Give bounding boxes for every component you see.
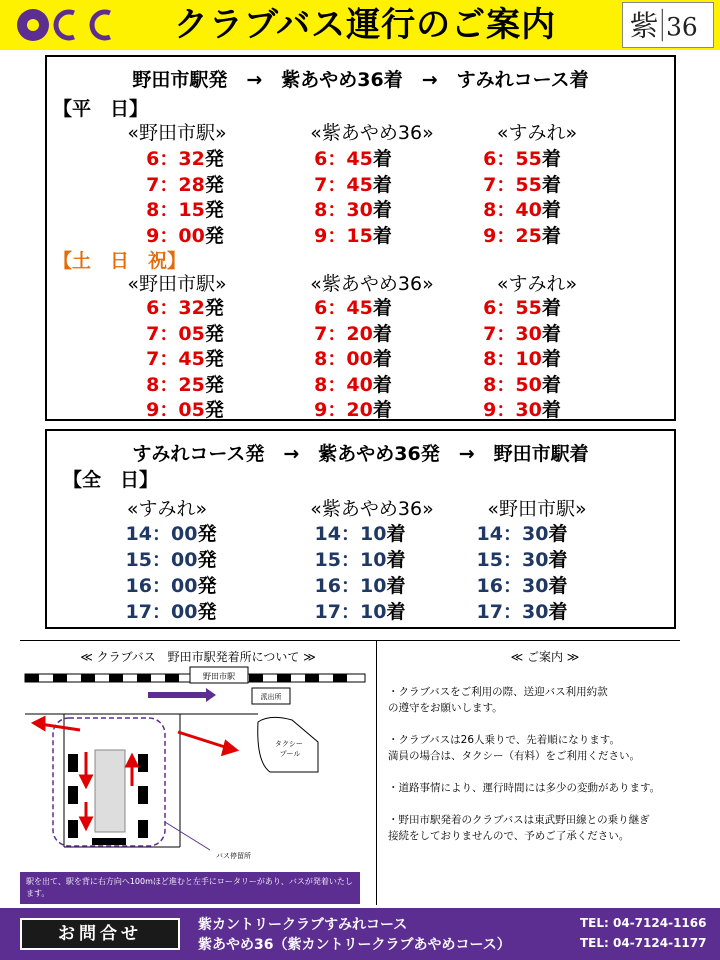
inbound-time-r2-c2: 16：30着	[476, 575, 568, 597]
info-item-capacity: ・クラブバスは26人乗りで、先着順になります。 満員の場合は、タクシー（有料）をご利用ください。	[388, 734, 640, 762]
holiday-time-r4-c1: 9：20着	[314, 399, 392, 421]
weekday-time-r0-c1: 6：45着	[314, 148, 392, 170]
weekday-time-r1-c0: 7：28発	[146, 173, 224, 196]
club-name-sumire: 紫カントリークラブすみれコース	[198, 917, 408, 933]
map-title: ≪ クラブバス 野田市駅発着所について ≫	[80, 650, 316, 664]
svg-text:36: 36	[666, 12, 698, 42]
bus-stop-label: バス停留所	[216, 852, 251, 860]
holiday-label: 【土 日 祝】	[53, 250, 187, 272]
walk-arrow-icon	[148, 688, 216, 702]
holiday-time-r1-c1: 7：20着	[314, 322, 392, 345]
holiday-time-r0-c0: 6：32発	[146, 297, 224, 319]
weekday-time-r3-c2: 9：25着	[483, 224, 561, 247]
allday-label: 【全 日】	[63, 469, 159, 491]
inbound-time-r0-c2: 14：30着	[476, 523, 568, 545]
inbound-time-r2-c1: 16：10着	[314, 575, 406, 597]
taxi-pool-label-line2: プール	[279, 750, 301, 758]
taxi-pool-label-line1: タクシー	[274, 740, 303, 748]
inbound-time-r3-c1: 17：10着	[314, 601, 406, 623]
weekday-time-r2-c0: 8：15発	[146, 199, 224, 221]
inbound-route-title: すみれコース発 → 紫あやめ36発 → 野田市駅着	[132, 443, 589, 465]
inbound-time-r1-c0: 15：00発	[125, 549, 217, 571]
stop-leader-line	[165, 822, 210, 850]
center-island	[95, 750, 125, 832]
map-note: 駅を出て、駅を背に右方向へ100mほど進むと左手にロータリーがあり、バスが発着いたします。	[20, 872, 360, 904]
outbound-timetable	[45, 55, 676, 421]
holiday-col-sumire: «すみれ»	[496, 273, 578, 295]
tel-ayame[interactable]: TEL: 04-7124-1177	[580, 936, 707, 950]
weekday-time-r0-c0: 6：32発	[146, 148, 224, 170]
header-banner	[0, 0, 720, 50]
inbound-time-r3-c0: 17：00発	[125, 601, 217, 623]
holiday-time-r0-c2: 6：55着	[483, 297, 561, 319]
footer-contact	[0, 908, 720, 960]
holiday-time-r2-c2: 8：10着	[483, 348, 561, 370]
inbound-time-r0-c0: 14：00発	[125, 523, 217, 545]
inbound-col-ayame: «紫あやめ36»	[310, 498, 434, 520]
section-divider	[20, 640, 680, 641]
weekday-time-r0-c2: 6：55着	[483, 148, 561, 170]
holiday-col-noda: «野田市駅»	[127, 273, 227, 295]
inbound-col-noda: «野田市駅»	[487, 498, 587, 520]
inbound-time-r1-c2: 15：30着	[476, 549, 568, 571]
holiday-time-r2-c0: 7：45発	[146, 348, 224, 370]
police-label: 派出所	[260, 693, 282, 701]
page-title: クラブバス運行のご案内	[173, 5, 557, 45]
weekday-time-r1-c1: 7：45着	[314, 173, 392, 196]
holiday-time-r0-c1: 6：45着	[314, 297, 392, 319]
weekday-time-r3-c1: 9：15着	[314, 224, 392, 247]
inbound-time-r0-c1: 14：10着	[314, 523, 406, 545]
inbound-time-r2-c0: 16：00発	[125, 575, 217, 597]
club-logo-icon	[14, 6, 134, 44]
outbound-route-title: 野田市駅発 → 紫あやめ36着 → すみれコース着	[132, 69, 589, 91]
weekday-label: 【平 日】	[53, 98, 149, 120]
station-label: 野田市駅	[203, 672, 235, 681]
holiday-time-r1-c2: 7：30着	[483, 322, 561, 345]
inbound-time-r3-c2: 17：30着	[476, 601, 568, 623]
holiday-time-r2-c1: 8：00着	[314, 348, 392, 370]
svg-text:紫: 紫	[629, 8, 659, 43]
holiday-time-r4-c2: 9：30着	[483, 399, 561, 421]
distance-label: 約100m	[160, 701, 192, 710]
holiday-time-r3-c1: 8：40着	[314, 373, 392, 396]
holiday-time-r3-c2: 8：50着	[483, 373, 561, 396]
inbound-col-sumire: «すみれ»	[126, 498, 208, 520]
tel-sumire[interactable]: TEL: 04-7124-1166	[580, 916, 707, 930]
weekday-time-r2-c1: 8：30着	[314, 199, 392, 221]
inbound-time-r1-c1: 15：10着	[314, 549, 406, 571]
info-item-traffic: ・道路事情により、運行時間には多少の変動があります。	[388, 782, 661, 794]
holiday-col-ayame: «紫あやめ36»	[310, 273, 434, 295]
holiday-time-r3-c0: 8：25発	[146, 373, 224, 396]
weekday-time-r3-c0: 9：00発	[146, 224, 224, 247]
club-name-ayame: 紫あやめ36（紫カントリークラブあやめコース）	[198, 937, 511, 953]
info-item-connection: ・野田市駅発着のクラブバスは東武野田線との乗り継ぎ 接続をしておりませんので、予めご了承ください。	[388, 814, 650, 842]
weekday-col-sumire: «すみれ»	[496, 122, 578, 144]
column-divider	[376, 640, 377, 905]
info-title: ≪ ご案内 ≫	[510, 650, 580, 664]
contact-label: お問合せ	[20, 918, 180, 950]
info-list	[388, 684, 713, 860]
murasaki-ayame-36-logo-icon	[622, 2, 714, 48]
station-map	[20, 662, 372, 870]
weekday-time-r2-c2: 8：40着	[483, 199, 561, 221]
inbound-timetable	[45, 429, 676, 629]
info-item-rules: ・クラブバスをご利用の際、送迎バス利用約款 の遵守をお願いします。	[388, 686, 608, 714]
weekday-time-r1-c2: 7：55着	[483, 173, 561, 196]
holiday-time-r1-c0: 7：05発	[146, 322, 224, 345]
holiday-time-r4-c0: 9：05発	[146, 399, 224, 421]
weekday-col-ayame: «紫あやめ36»	[310, 122, 434, 144]
weekday-col-noda: «野田市駅»	[127, 122, 227, 144]
